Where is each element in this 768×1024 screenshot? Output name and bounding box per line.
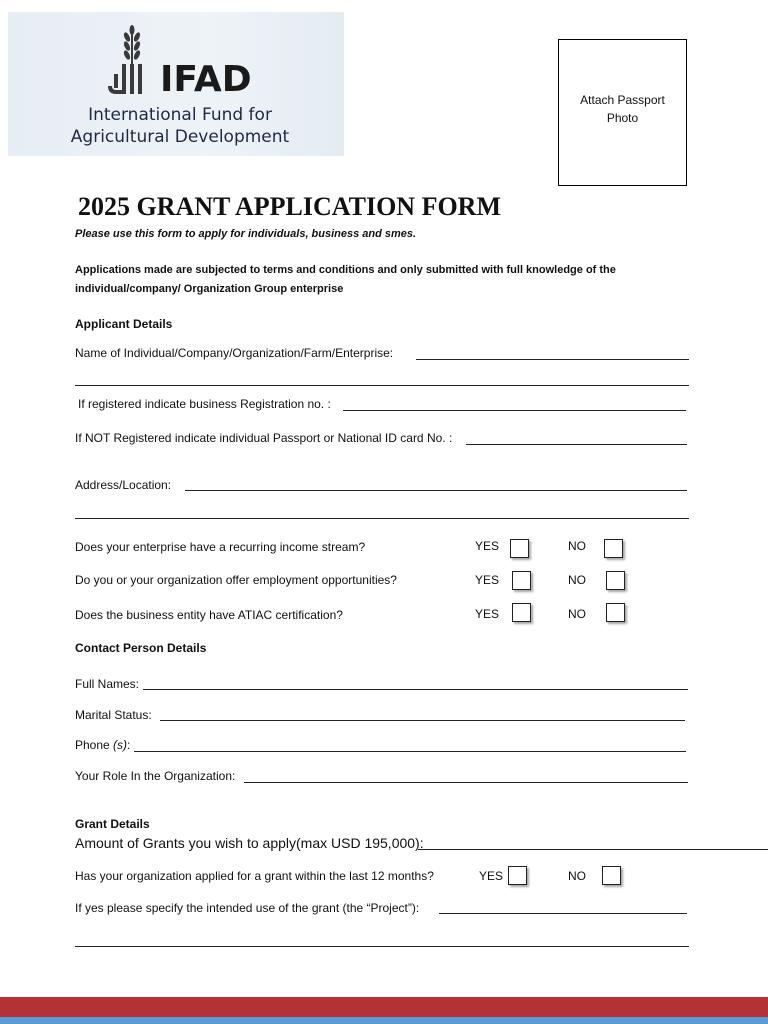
registration-no-label: If registered indicate business Registration no. : — [78, 397, 331, 411]
form-subtitle: Please use this form to apply for individuals, business and smes. — [75, 228, 417, 240]
address-label: Address/Location: — [75, 478, 172, 492]
phone-label: Phone (s): — [75, 738, 131, 752]
question-income-stream: Does your enterprise have a recurring income stream? — [75, 540, 366, 554]
logo-name-line2: Agricultural Development — [70, 127, 290, 147]
role-label: Your Role In the Organization: — [75, 769, 236, 783]
logo-name-line1: International Fund for — [88, 105, 272, 125]
income-no-checkbox[interactable] — [604, 539, 623, 558]
question-employment-no-label: NO — [568, 573, 586, 587]
question-employment: Do you or your organization offer employment opportunities? — [75, 573, 397, 587]
project-use-label: If yes please specify the intended use of the grant (the “Project”): — [75, 901, 420, 915]
applicant-name-field-continued[interactable] — [75, 385, 689, 386]
atiac-yes-checkbox[interactable] — [512, 603, 531, 622]
grant-applied-question: Has your organization applied for a grant within the last 12 months? — [75, 869, 434, 883]
income-yes-checkbox[interactable] — [510, 539, 529, 558]
contact-details-heading: Contact Person Details — [75, 641, 207, 655]
question-atiac: Does the business entity have ATIAC certification? — [75, 608, 343, 622]
grant-amount-field[interactable] — [418, 849, 768, 850]
grant-applied-yes-label: YES — [479, 869, 504, 883]
grant-applied-no-checkbox[interactable] — [602, 866, 621, 885]
grant-details-heading: Grant Details — [75, 817, 150, 831]
grant-applied-yes-checkbox[interactable] — [508, 866, 527, 885]
footer-blue-bar — [0, 1017, 768, 1024]
phone-label-text: Phone — [75, 738, 110, 752]
footer-red-bar — [0, 997, 768, 1017]
wheat-emblem-icon — [104, 24, 160, 98]
question-employment-yes-label: YES — [475, 573, 500, 587]
grant-amount-label: Amount of Grants you wish to apply(max USD 195,000): — [75, 835, 424, 851]
id-no-label: If NOT Registered indicate individual Passport or National ID card No. : — [75, 431, 453, 445]
marital-status-label: Marital Status: — [75, 708, 152, 722]
marital-status-field[interactable] — [160, 720, 685, 721]
atiac-no-checkbox[interactable] — [606, 603, 625, 622]
phone-label-suffix: (s) — [113, 738, 128, 752]
logo-acronym: IFAD — [160, 59, 252, 100]
employment-no-checkbox[interactable] — [606, 571, 625, 590]
form-title: 2025 GRANT APPLICATION FORM — [78, 192, 501, 221]
photo-box-line1: Attach Passport — [580, 93, 665, 107]
grant-applied-no-label: NO — [568, 869, 586, 883]
project-use-field-continued[interactable] — [75, 946, 689, 947]
applicant-details-heading: Applicant Details — [75, 317, 173, 331]
applicant-name-field[interactable] — [416, 359, 689, 360]
applicant-name-label: Name of Individual/Company/Organization/Farm/Enterprise: — [75, 346, 394, 360]
role-field[interactable] — [244, 782, 688, 783]
address-field[interactable] — [185, 490, 687, 491]
photo-box-line2: Photo — [606, 111, 639, 125]
project-use-field[interactable] — [439, 913, 687, 914]
passport-photo-box[interactable] — [558, 39, 687, 186]
logo-name — [60, 104, 300, 148]
address-field-continued[interactable] — [75, 518, 689, 519]
id-no-field[interactable] — [466, 444, 687, 445]
terms-note: Applications made are subjected to terms and conditions and only submitted with full knowledge of the individual/company/ Organization Group enterprise — [75, 264, 616, 295]
full-names-label: Full Names: — [75, 677, 140, 691]
question-income-yes-label: YES — [475, 539, 500, 553]
full-names-field[interactable] — [143, 689, 688, 690]
question-income-no-label: NO — [568, 539, 586, 553]
question-atiac-no-label: NO — [568, 607, 586, 621]
ifad-logo — [8, 12, 344, 156]
question-atiac-yes-label: YES — [475, 607, 500, 621]
registration-no-field[interactable] — [343, 410, 686, 411]
phone-field[interactable] — [134, 751, 686, 752]
employment-yes-checkbox[interactable] — [512, 571, 531, 590]
